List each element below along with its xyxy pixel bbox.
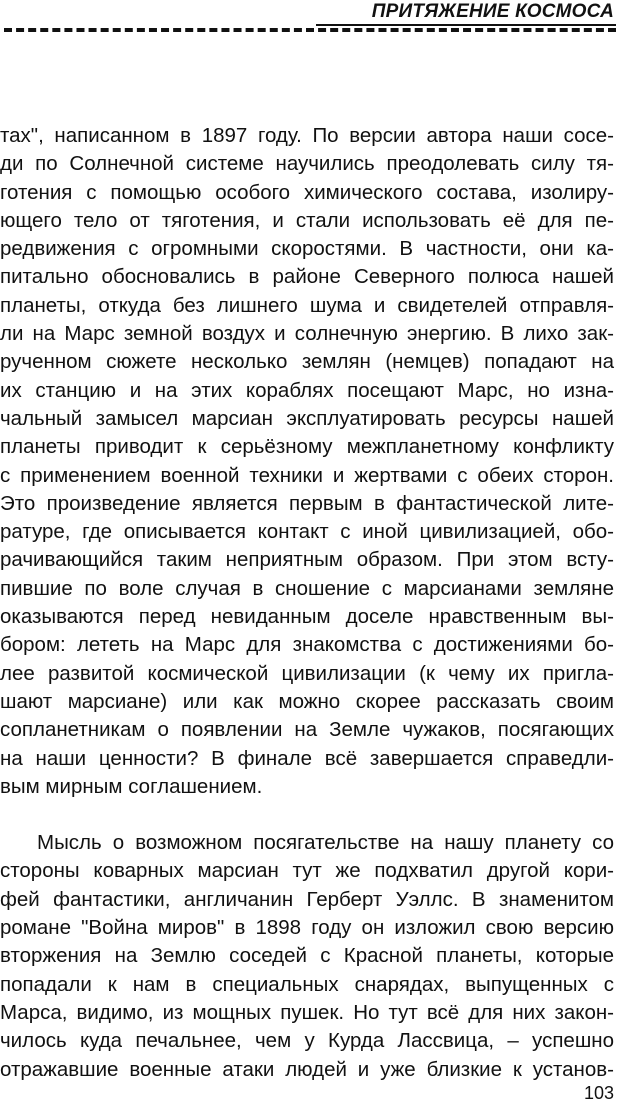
- text-line: отражавшие военные атаки людей и уже близкие к установ-: [0, 1057, 614, 1081]
- paragraph-2: [0, 829, 614, 1084]
- text-line: их станцию и на этих кораблях посещают Марс, но изна-: [0, 378, 614, 402]
- text-line: готения с помощью особого химического состава, изолиру-: [0, 180, 614, 204]
- text-line: оказываются перед невиданным доселе нравственным вы-: [0, 605, 614, 629]
- text-line: сопланетникам о появлении на Земле чужаков, посягающих: [0, 718, 614, 742]
- text-line: чилось куда печальнее, чем у Курда Лассвица, – успешно: [0, 1029, 614, 1053]
- text-line: ющего тело от тяготения, и стали использовать её для пе-: [0, 208, 614, 232]
- page-number: 103: [583, 1083, 614, 1103]
- text-line: пившие по воле случая в сношение с марсианами земляне: [0, 576, 614, 600]
- text-line: стороны коварных марсиан тут же подхватил другой кори-: [0, 859, 614, 883]
- running-header: ПРИТЯЖЕНИЕ КОСМОСА: [371, 1, 614, 22]
- text-line: ли на Марс земной воздух и солнечную энергию. В лихо зак-: [0, 322, 614, 346]
- text-line: на наши ценности? В финале всё завершается справедли-: [0, 746, 614, 770]
- header-rule-dashed: [4, 28, 616, 32]
- body-text: [0, 122, 614, 1084]
- text-line: планеты приводит к серьёзному межпланетному конфликту: [0, 435, 614, 459]
- text-line: рученном сюжете несколько землян (немцев) попадают на: [0, 350, 614, 374]
- text-line: романе "Война миров" в 1898 году он изложил свою версию: [0, 916, 614, 940]
- text-line: с применением военной техники и жертвами с обеих сторон.: [0, 463, 614, 487]
- text-line: попадали к нам в специальных снарядах, выпущенных с: [0, 972, 614, 996]
- text-line: планеты, откуда без лишнего шума и свидетелей отправля-: [0, 293, 614, 317]
- text-line: вторжения на Землю соседей с Красной планеты, которые: [0, 944, 614, 968]
- text-line: рачивающийся таким неприятным образом. При этом всту-: [0, 548, 614, 572]
- text-line: фей фантастики, англичанин Герберт Уэллс. В знаменитом: [0, 887, 614, 911]
- text-line: вым мирным соглашением.: [0, 774, 263, 798]
- text-line: редвижения с огромными скоростями. В частности, они ка-: [0, 237, 614, 261]
- text-line: чальный замысел марсиан эксплуатировать ресурсы нашей: [0, 406, 614, 430]
- text-line: Мысль о возможном посягательстве на нашу планету со: [37, 831, 614, 855]
- header-rule-solid: [316, 24, 616, 26]
- paragraph-1: [0, 122, 614, 801]
- text-line: ратуре, где описывается контакт с иной цивилизацией, обо-: [0, 520, 614, 544]
- text-line: шают марсиане) или как можно скорее рассказать своим: [0, 689, 614, 713]
- text-line: ди по Солнечной системе научились преодолевать силу тя-: [0, 152, 614, 176]
- text-line: питально обосновались в районе Северного полюса нашей: [0, 265, 614, 289]
- text-line: Марса, видимо, из мощных пушек. Но тут всё для них закон-: [0, 1000, 614, 1024]
- text-line: тах", написанном в 1897 году. По версии автора наши сосе-: [0, 124, 614, 147]
- text-line: бором: лететь на Марс для знакомства с достижениями бо-: [0, 633, 614, 657]
- paragraph-gap: [0, 801, 614, 829]
- text-line: лее развитой космической цивилизации (к чему их пригла-: [0, 661, 614, 685]
- text-line: Это произведение является первым в фантастической лите-: [0, 491, 614, 515]
